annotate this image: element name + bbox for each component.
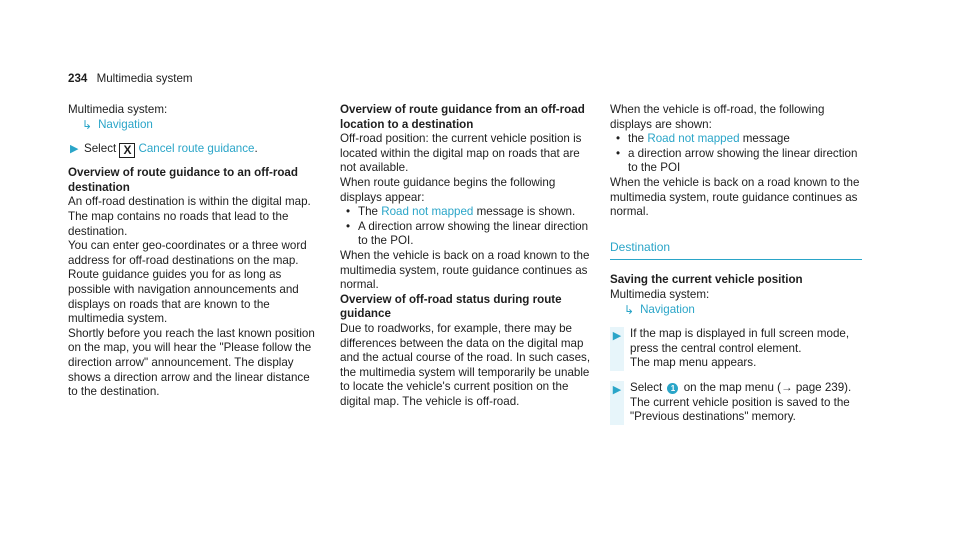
- menu-label: Multimedia system:: [68, 103, 168, 116]
- section-heading: Overview of off-road status during route guidance: [340, 292, 562, 321]
- step-1: [610, 327, 866, 371]
- arrow-down-right-icon: ↳: [624, 302, 635, 317]
- paragraph: When the vehicle is off-road, the following displays are shown:: [610, 103, 825, 131]
- column-1: [68, 103, 322, 400]
- triangle-right-icon: ▶: [70, 143, 79, 156]
- paragraph: When the vehicle is back on a road known to the multimedia system, route guidance continues as normal.: [610, 175, 860, 219]
- step-cancel-route: ▶ Select X Cancel route guidance.: [70, 142, 258, 158]
- section-title-destination: Destination: [610, 240, 862, 261]
- x-box-icon: X: [119, 143, 135, 158]
- nav-path: [610, 303, 866, 318]
- triangle-right-icon: ▶: [612, 383, 622, 396]
- step-text: Select 1 on the map menu (→ page 239).: [630, 380, 852, 394]
- section-heading: Overview of route guidance to an off-road destination: [68, 166, 298, 194]
- paragraph: Off-road position: the current vehicle position is located within the digital map on roads that are not available.: [340, 132, 582, 175]
- page-header-title: Multimedia system: [96, 72, 193, 85]
- nav-item-navigation[interactable]: Navigation: [640, 302, 695, 316]
- arrow-down-right-icon: ↳: [82, 117, 93, 132]
- nav-path: [68, 118, 322, 133]
- road-not-mapped-message: Road not mapped: [381, 205, 474, 219]
- list-item: • The Road not mapped message is shown.: [346, 205, 576, 219]
- column-2: [340, 103, 596, 409]
- paragraph: An off-road destination is within the digital map. The map contains no roads that lead to the destination.: [68, 195, 311, 238]
- step-result: The current vehicle position is saved to the "Previous destinations" memory.: [630, 395, 850, 424]
- step-2: [610, 381, 866, 425]
- section-heading: Saving the current vehicle position: [610, 273, 803, 287]
- road-not-mapped-message: Road not mapped: [647, 132, 740, 146]
- paragraph: When the vehicle is back on a road known to the multimedia system, route guidance continues as normal.: [340, 248, 590, 292]
- step-text: Select: [84, 142, 117, 156]
- bullet-icon: •: [346, 219, 351, 233]
- column-3: [610, 103, 866, 425]
- page-number: 234: [68, 72, 88, 85]
- bullet-icon: •: [616, 146, 621, 160]
- callout-number-icon: 1: [667, 383, 678, 394]
- paragraph: Shortly before you reach the last known position on the map, you will hear the "Please follow the direction arrow" announcement. The display shows a direction arrow and the linear distance to the destination.: [68, 326, 315, 399]
- triangle-right-icon: ▶: [612, 330, 622, 343]
- list-item: • a direction arrow showing the linear direction to the POI: [616, 146, 858, 175]
- menu-label: Multimedia system:: [610, 287, 710, 301]
- list-item: • A direction arrow showing the linear direction to the POI.: [346, 219, 589, 248]
- section-heading: Overview of route guidance from an off-road location to a destination: [340, 103, 585, 131]
- list-item: • the Road not mapped message: [616, 132, 790, 146]
- page-header: [68, 72, 193, 87]
- step-result: The map menu appears.: [630, 356, 757, 370]
- nav-item-navigation[interactable]: Navigation: [98, 117, 153, 131]
- cancel-route-guidance-link[interactable]: Cancel route guidance: [138, 142, 255, 156]
- bullet-icon: •: [616, 132, 621, 146]
- paragraph: You can enter geo-coordinates or a three word address for off-road destinations on the map. Route guidance guides you for as long as possible with navigation announcements and displays on roads that are known to the multimedia system.: [68, 239, 307, 326]
- bullet-icon: •: [346, 205, 351, 219]
- paragraph: When route guidance begins the following displays appear:: [340, 175, 556, 204]
- step-text: If the map is displayed in full screen mode, press the central control element.: [630, 327, 850, 355]
- paragraph: Due to roadworks, for example, there may be differences between the data on the digital map and the actual course of the road. In such cases, the multimedia system will temporarily be unable to locate the vehicle's current position on the digital map. The vehicle is off-road.: [340, 321, 591, 408]
